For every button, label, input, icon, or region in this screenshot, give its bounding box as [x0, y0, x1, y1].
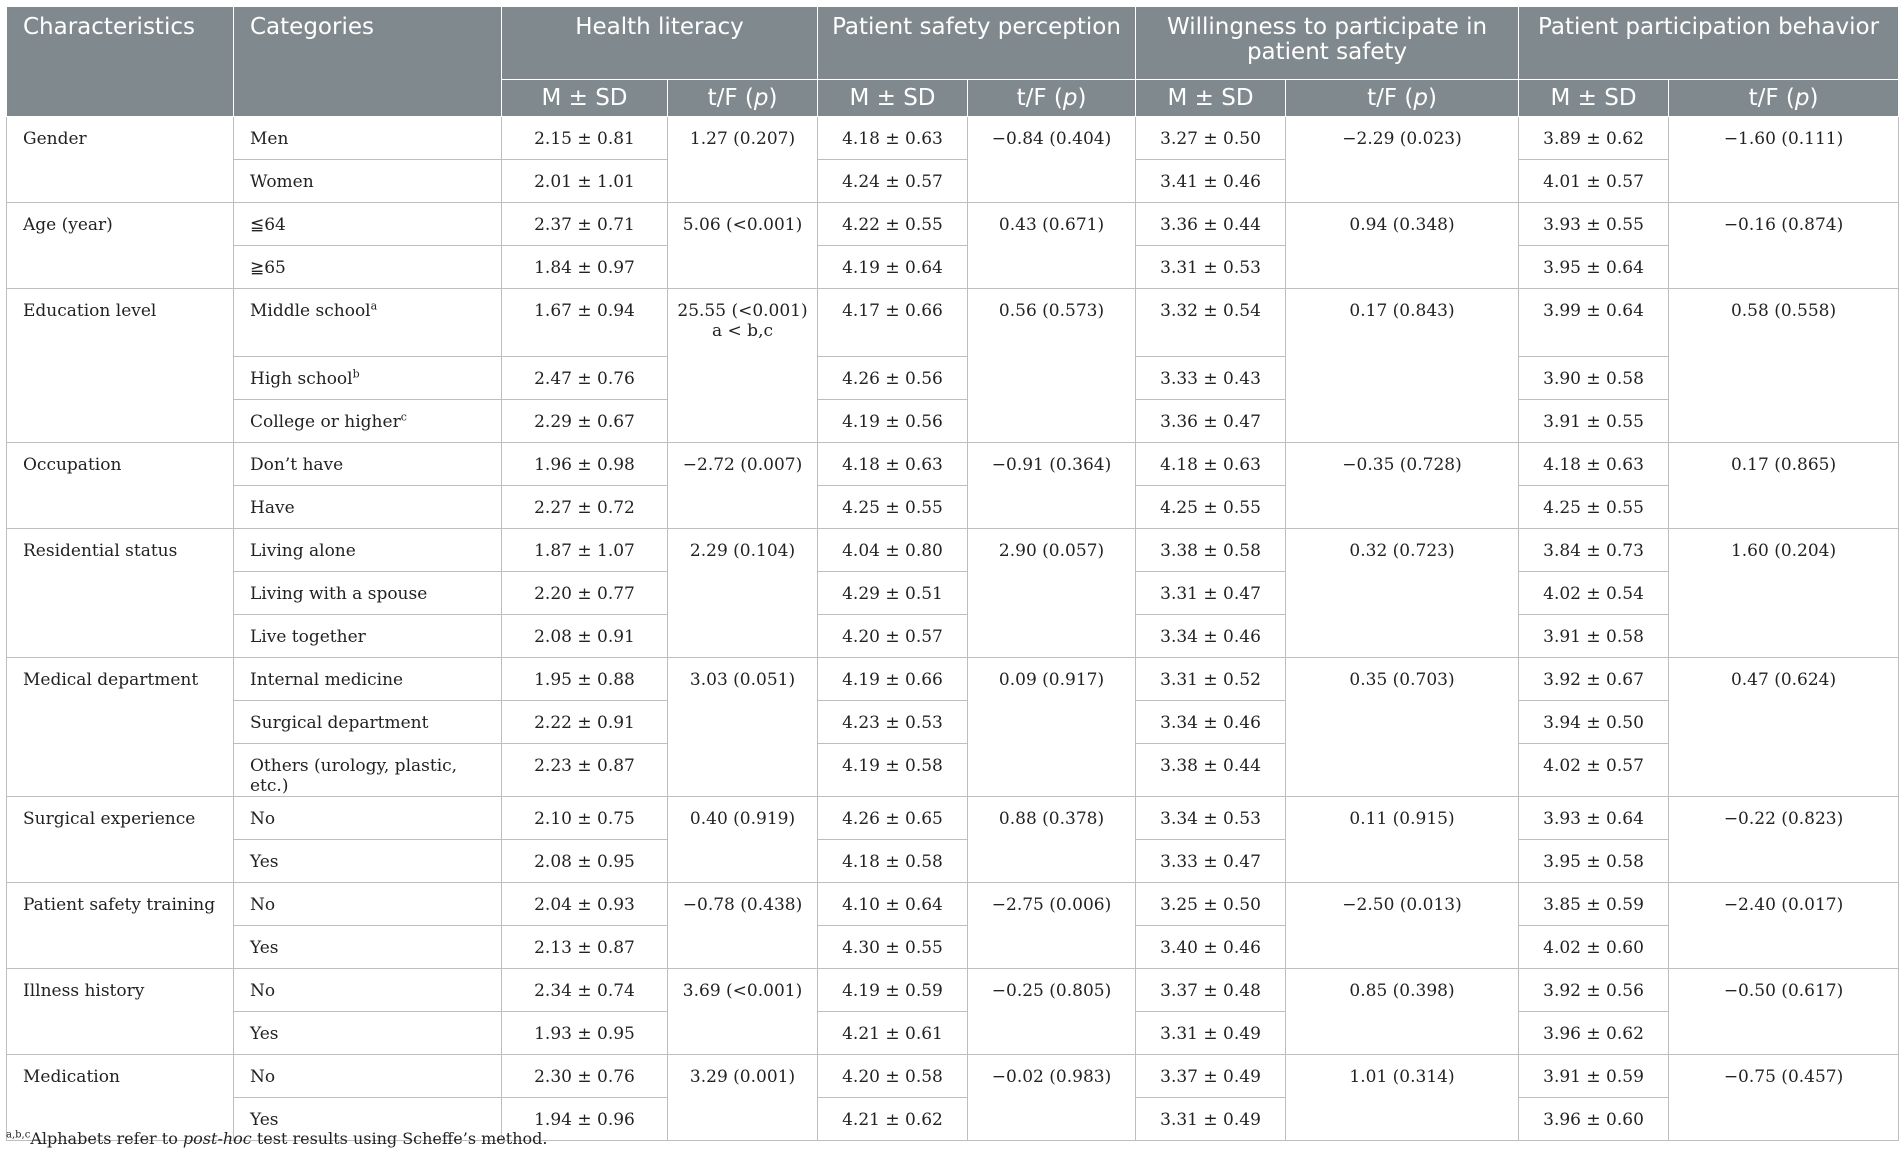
tf-prefix: t/F ( [707, 85, 754, 111]
table-footnote [6, 1129, 547, 1148]
test-statistic-cell [968, 117, 1136, 203]
test-statistic-cell [668, 797, 818, 883]
mean-sd-cell: 2.10 ± 0.75 [502, 797, 668, 840]
mean-sd-cell: 4.24 ± 0.57 [818, 160, 968, 203]
category-label [234, 572, 502, 615]
category-label [234, 969, 502, 1012]
table-row [7, 160, 1899, 203]
mean-sd-cell: 4.25 ± 0.55 [818, 486, 968, 529]
mean-sd-cell: 4.19 ± 0.58 [818, 744, 968, 797]
table-row [7, 658, 1899, 701]
header-characteristics: Characteristics [7, 7, 234, 117]
category-label [234, 357, 502, 400]
category-label [234, 615, 502, 658]
test-statistic-value: −0.78 (0.438) [682, 895, 803, 915]
test-statistic-value: 0.47 (0.624) [1730, 670, 1837, 690]
test-statistic-value: 0.43 (0.671) [998, 215, 1105, 235]
table-row [7, 840, 1899, 883]
mean-sd-cell: 4.23 ± 0.53 [818, 701, 968, 744]
tf-prefix: t/F ( [1748, 85, 1795, 111]
table-row [7, 969, 1899, 1012]
mean-sd-cell: 4.22 ± 0.55 [818, 203, 968, 246]
mean-sd-cell: 4.26 ± 0.65 [818, 797, 968, 840]
mean-sd-cell: 3.95 ± 0.64 [1519, 246, 1669, 289]
mean-sd-cell: 2.47 ± 0.76 [502, 357, 668, 400]
mean-sd-cell: 4.19 ± 0.56 [818, 400, 968, 443]
footnote-text-before: Alphabets refer to [30, 1129, 183, 1148]
test-statistic-value: −0.91 (0.364) [991, 455, 1112, 475]
category-text: Internal medicine [250, 670, 404, 690]
test-statistic-value: 0.17 (0.865) [1730, 455, 1837, 475]
mean-sd-cell: 3.32 ± 0.54 [1136, 289, 1286, 357]
category-superscript: b [352, 367, 360, 381]
category-text: Men [250, 129, 289, 149]
mean-sd-cell: 4.29 ± 0.51 [818, 572, 968, 615]
mean-sd-cell: 3.96 ± 0.60 [1519, 1098, 1669, 1141]
characteristic-label: Occupation [7, 443, 234, 529]
table-row [7, 615, 1899, 658]
test-statistic-value: 25.55 (<0.001) [677, 301, 808, 321]
category-text: No [250, 895, 276, 915]
mean-sd-cell: 4.19 ± 0.64 [818, 246, 968, 289]
footnote-text-italic: post-hoc [182, 1129, 252, 1148]
mean-sd-cell: 2.34 ± 0.74 [502, 969, 668, 1012]
test-statistic-value: −2.29 (0.023) [1342, 129, 1462, 149]
mean-sd-cell: 3.96 ± 0.62 [1519, 1012, 1669, 1055]
mean-sd-cell: 3.27 ± 0.50 [1136, 117, 1286, 160]
test-statistic-value: −2.75 (0.006) [991, 895, 1112, 915]
header-categories: Categories [234, 7, 502, 117]
test-statistic-cell [668, 658, 818, 797]
mean-sd-cell: 3.34 ± 0.53 [1136, 797, 1286, 840]
test-statistic-cell [668, 529, 818, 658]
test-statistic-cell [668, 969, 818, 1055]
subheader-tf-p [968, 80, 1136, 117]
mean-sd-cell: 3.99 ± 0.64 [1519, 289, 1669, 357]
mean-sd-cell: 3.94 ± 0.50 [1519, 701, 1669, 744]
characteristic-label: Surgical experience [7, 797, 234, 883]
characteristic-label: Medication [7, 1055, 234, 1141]
mean-sd-cell: 3.36 ± 0.47 [1136, 400, 1286, 443]
table-row [7, 926, 1899, 969]
test-statistic-cell [968, 969, 1136, 1055]
characteristic-label: Residential status [7, 529, 234, 658]
test-statistic-value: 0.40 (0.919) [689, 809, 796, 829]
mean-sd-cell: 4.18 ± 0.63 [818, 117, 968, 160]
category-label [234, 529, 502, 572]
category-label [234, 289, 502, 357]
test-statistic-cell [968, 443, 1136, 529]
category-text: Surgical department [250, 713, 429, 733]
test-statistic-value: −2.40 (0.017) [1723, 895, 1844, 915]
test-statistic-value: 0.09 (0.917) [998, 670, 1105, 690]
test-statistic-value: −0.22 (0.823) [1723, 809, 1844, 829]
tf-suffix: ) [1427, 85, 1437, 111]
test-statistic-cell [968, 203, 1136, 289]
table-row [7, 203, 1899, 246]
test-statistic-value: 5.06 (<0.001) [682, 215, 803, 235]
test-statistic-cell [1286, 969, 1519, 1055]
tf-p: p [1794, 85, 1810, 111]
test-statistic-cell [1669, 969, 1899, 1055]
mean-sd-cell: 1.93 ± 0.95 [502, 1012, 668, 1055]
table-row [7, 883, 1899, 926]
test-statistic-value: 3.03 (0.051) [689, 670, 796, 690]
mean-sd-cell: 3.31 ± 0.52 [1136, 658, 1286, 701]
mean-sd-cell: 3.91 ± 0.59 [1519, 1055, 1669, 1098]
header-patient-safety-perception: Patient safety perception [818, 7, 1136, 80]
mean-sd-cell: 3.31 ± 0.53 [1136, 246, 1286, 289]
test-statistic-cell [668, 289, 818, 443]
mean-sd-cell: 4.18 ± 0.63 [1136, 443, 1286, 486]
table-row [7, 1055, 1899, 1098]
table-row [7, 1012, 1899, 1055]
category-label [234, 701, 502, 744]
test-statistic-cell [1286, 658, 1519, 797]
mean-sd-cell: 1.84 ± 0.97 [502, 246, 668, 289]
subheader-msd: M ± SD [1519, 80, 1669, 117]
subheader-tf-p [668, 80, 818, 117]
mean-sd-cell: 2.30 ± 0.76 [502, 1055, 668, 1098]
results-table-container [6, 6, 1898, 1141]
mean-sd-cell: 2.23 ± 0.87 [502, 744, 668, 797]
mean-sd-cell: 3.33 ± 0.43 [1136, 357, 1286, 400]
category-label [234, 246, 502, 289]
header-health-literacy: Health literacy [502, 7, 818, 80]
test-statistic-value: 0.35 (0.703) [1349, 670, 1455, 690]
table-row [7, 486, 1899, 529]
mean-sd-cell: 2.20 ± 0.77 [502, 572, 668, 615]
category-text: No [250, 809, 276, 829]
mean-sd-cell: 3.41 ± 0.46 [1136, 160, 1286, 203]
category-text: Yes [250, 1110, 279, 1130]
test-statistic-value: −0.02 (0.983) [991, 1067, 1112, 1087]
category-superscript: c [400, 410, 407, 424]
tf-suffix: ) [1809, 85, 1819, 111]
test-statistic-cell [968, 797, 1136, 883]
mean-sd-cell: 2.37 ± 0.71 [502, 203, 668, 246]
test-statistic-value: 3.29 (0.001) [689, 1067, 796, 1087]
mean-sd-cell: 4.01 ± 0.57 [1519, 160, 1669, 203]
test-statistic-value: −0.25 (0.805) [991, 981, 1112, 1001]
category-label [234, 1012, 502, 1055]
subheader-msd: M ± SD [502, 80, 668, 117]
mean-sd-cell: 4.26 ± 0.56 [818, 357, 968, 400]
test-statistic-cell [1286, 203, 1519, 289]
test-statistic-value: 0.58 (0.558) [1730, 301, 1837, 321]
mean-sd-cell: 3.93 ± 0.55 [1519, 203, 1669, 246]
mean-sd-cell: 3.89 ± 0.62 [1519, 117, 1669, 160]
table-row [7, 289, 1899, 357]
test-statistic-cell [1669, 883, 1899, 969]
test-statistic-cell [1286, 529, 1519, 658]
mean-sd-cell: 3.38 ± 0.44 [1136, 744, 1286, 797]
test-statistic-cell [968, 289, 1136, 443]
results-table [6, 6, 1899, 1141]
test-statistic-value: −0.84 (0.404) [991, 129, 1112, 149]
mean-sd-cell: 4.25 ± 0.55 [1136, 486, 1286, 529]
mean-sd-cell: 2.08 ± 0.91 [502, 615, 668, 658]
mean-sd-cell: 3.31 ± 0.49 [1136, 1012, 1286, 1055]
mean-sd-cell: 2.08 ± 0.95 [502, 840, 668, 883]
category-text: No [250, 1067, 276, 1087]
category-text: Middle school [250, 301, 371, 321]
mean-sd-cell: 4.18 ± 0.63 [1519, 443, 1669, 486]
mean-sd-cell: 3.37 ± 0.48 [1136, 969, 1286, 1012]
test-statistic-cell [1669, 289, 1899, 443]
mean-sd-cell: 2.29 ± 0.67 [502, 400, 668, 443]
category-text: Yes [250, 1024, 279, 1044]
test-statistic-cell [1669, 529, 1899, 658]
subheader-msd: M ± SD [818, 80, 968, 117]
test-statistic-value: 3.69 (<0.001) [682, 981, 803, 1001]
test-statistic-cell [1286, 117, 1519, 203]
mean-sd-cell: 3.40 ± 0.46 [1136, 926, 1286, 969]
mean-sd-cell: 3.90 ± 0.58 [1519, 357, 1669, 400]
mean-sd-cell: 4.25 ± 0.55 [1519, 486, 1669, 529]
category-superscript: a [370, 299, 378, 313]
tf-suffix: ) [768, 85, 778, 111]
mean-sd-cell: 4.18 ± 0.63 [818, 443, 968, 486]
category-text: High school [250, 369, 353, 389]
table-row [7, 357, 1899, 400]
mean-sd-cell: 4.02 ± 0.57 [1519, 744, 1669, 797]
test-statistic-value: 1.27 (0.207) [689, 129, 796, 149]
category-label [234, 883, 502, 926]
test-statistic-cell [1286, 289, 1519, 443]
category-text: College or higher [250, 412, 401, 432]
mean-sd-cell: 3.31 ± 0.47 [1136, 572, 1286, 615]
table-row [7, 744, 1899, 797]
mean-sd-cell: 4.20 ± 0.57 [818, 615, 968, 658]
header-willingness: Willingness to participate in patient safety [1136, 7, 1519, 80]
test-statistic-cell [968, 658, 1136, 797]
test-statistic-value: 0.17 (0.843) [1349, 301, 1455, 321]
category-text: ≦64 [250, 215, 286, 235]
test-statistic-cell [1669, 443, 1899, 529]
category-text: Live together [250, 627, 366, 647]
mean-sd-cell: 2.13 ± 0.87 [502, 926, 668, 969]
category-label [234, 203, 502, 246]
test-statistic-value: −0.35 (0.728) [1342, 455, 1462, 475]
category-text: No [250, 981, 276, 1001]
category-label [234, 486, 502, 529]
mean-sd-cell: 3.84 ± 0.73 [1519, 529, 1669, 572]
characteristic-label: Age (year) [7, 203, 234, 289]
mean-sd-cell: 3.85 ± 0.59 [1519, 883, 1669, 926]
test-statistic-cell [1286, 797, 1519, 883]
characteristic-label: Gender [7, 117, 234, 203]
test-statistic-cell [1669, 117, 1899, 203]
test-statistic-cell [668, 117, 818, 203]
tf-suffix: ) [1077, 85, 1087, 111]
table-row [7, 529, 1899, 572]
category-text: Don’t have [250, 455, 344, 475]
mean-sd-cell: 4.18 ± 0.58 [818, 840, 968, 883]
posthoc-result: a < b,c [712, 321, 773, 341]
mean-sd-cell: 2.01 ± 1.01 [502, 160, 668, 203]
test-statistic-cell [968, 883, 1136, 969]
mean-sd-cell: 2.27 ± 0.72 [502, 486, 668, 529]
mean-sd-cell: 2.22 ± 0.91 [502, 701, 668, 744]
category-label [234, 400, 502, 443]
category-label [234, 160, 502, 203]
test-statistic-cell [1286, 1055, 1519, 1141]
test-statistic-value: 0.32 (0.723) [1349, 541, 1455, 561]
table-row [7, 117, 1899, 160]
mean-sd-cell: 4.19 ± 0.59 [818, 969, 968, 1012]
footnote-superscript: a,b,c [6, 1129, 31, 1141]
category-text: ≧65 [250, 258, 286, 278]
mean-sd-cell: 3.93 ± 0.64 [1519, 797, 1669, 840]
test-statistic-cell [968, 529, 1136, 658]
mean-sd-cell: 3.38 ± 0.58 [1136, 529, 1286, 572]
test-statistic-cell [1669, 658, 1899, 797]
test-statistic-cell [1669, 797, 1899, 883]
table-row [7, 400, 1899, 443]
mean-sd-cell: 2.15 ± 0.81 [502, 117, 668, 160]
tf-p: p [1413, 85, 1428, 111]
mean-sd-cell: 4.21 ± 0.62 [818, 1098, 968, 1141]
mean-sd-cell: 4.02 ± 0.54 [1519, 572, 1669, 615]
mean-sd-cell: 3.34 ± 0.46 [1136, 701, 1286, 744]
mean-sd-cell: 3.33 ± 0.47 [1136, 840, 1286, 883]
footnote-text-after: test results using Scheffe’s method. [251, 1129, 548, 1148]
test-statistic-value: 0.11 (0.915) [1349, 809, 1455, 829]
mean-sd-cell: 4.04 ± 0.80 [818, 529, 968, 572]
test-statistic-value: 0.94 (0.348) [1349, 215, 1455, 235]
category-label [234, 840, 502, 883]
test-statistic-value: 2.90 (0.057) [998, 541, 1105, 561]
mean-sd-cell: 1.95 ± 0.88 [502, 658, 668, 701]
category-text: Living with a spouse [250, 584, 428, 604]
test-statistic-cell [1669, 1055, 1899, 1141]
test-statistic-value: 1.60 (0.204) [1730, 541, 1837, 561]
mean-sd-cell: 3.95 ± 0.58 [1519, 840, 1669, 883]
category-text: Women [250, 172, 314, 192]
subheader-tf-p [1669, 80, 1899, 117]
test-statistic-cell [968, 1055, 1136, 1141]
table-row [7, 797, 1899, 840]
tf-p: p [1062, 85, 1078, 111]
category-label [234, 658, 502, 701]
mean-sd-cell: 3.31 ± 0.49 [1136, 1098, 1286, 1141]
mean-sd-cell: 1.87 ± 1.07 [502, 529, 668, 572]
mean-sd-cell: 3.92 ± 0.67 [1519, 658, 1669, 701]
mean-sd-cell: 4.20 ± 0.58 [818, 1055, 968, 1098]
subheader-tf-p [1286, 80, 1519, 117]
mean-sd-cell: 3.91 ± 0.55 [1519, 400, 1669, 443]
category-label [234, 1055, 502, 1098]
test-statistic-cell [668, 1055, 818, 1141]
characteristic-label: Medical department [7, 658, 234, 797]
characteristic-label: Patient safety training [7, 883, 234, 969]
mean-sd-cell: 1.94 ± 0.96 [502, 1098, 668, 1141]
test-statistic-value: −2.50 (0.013) [1342, 895, 1462, 915]
mean-sd-cell: 3.91 ± 0.58 [1519, 615, 1669, 658]
subheader-msd: M ± SD [1136, 80, 1286, 117]
characteristic-label: Education level [7, 289, 234, 443]
header-participation-behavior: Patient participation behavior [1519, 7, 1899, 80]
mean-sd-cell: 4.19 ± 0.66 [818, 658, 968, 701]
category-label [234, 744, 502, 797]
test-statistic-value: −2.72 (0.007) [682, 455, 803, 475]
mean-sd-cell: 4.02 ± 0.60 [1519, 926, 1669, 969]
test-statistic-value: −0.75 (0.457) [1723, 1067, 1844, 1087]
mean-sd-cell: 1.96 ± 0.98 [502, 443, 668, 486]
test-statistic-value: 0.88 (0.378) [998, 809, 1105, 829]
category-text: Living alone [250, 541, 356, 561]
test-statistic-value: 1.01 (0.314) [1349, 1067, 1455, 1087]
mean-sd-cell: 4.10 ± 0.64 [818, 883, 968, 926]
test-statistic-value: −0.16 (0.874) [1723, 215, 1844, 235]
mean-sd-cell: 3.36 ± 0.44 [1136, 203, 1286, 246]
mean-sd-cell: 3.34 ± 0.46 [1136, 615, 1286, 658]
category-text: Others (urology, plastic, etc.) [250, 756, 458, 796]
test-statistic-cell [1669, 203, 1899, 289]
mean-sd-cell: 3.37 ± 0.49 [1136, 1055, 1286, 1098]
tf-prefix: t/F ( [1367, 85, 1414, 111]
test-statistic-value: 2.29 (0.104) [689, 541, 796, 561]
test-statistic-value: −1.60 (0.111) [1723, 129, 1844, 149]
category-text: Have [250, 498, 295, 518]
table-row [7, 572, 1899, 615]
mean-sd-cell: 2.04 ± 0.93 [502, 883, 668, 926]
mean-sd-cell: 4.30 ± 0.55 [818, 926, 968, 969]
mean-sd-cell: 4.21 ± 0.61 [818, 1012, 968, 1055]
test-statistic-cell [668, 883, 818, 969]
test-statistic-cell [1286, 443, 1519, 529]
test-statistic-value: 0.56 (0.573) [998, 301, 1105, 321]
test-statistic-cell [668, 443, 818, 529]
table-row [7, 701, 1899, 744]
table-row [7, 246, 1899, 289]
category-label [234, 926, 502, 969]
test-statistic-cell [668, 203, 818, 289]
category-label [234, 443, 502, 486]
test-statistic-value: −0.50 (0.617) [1723, 981, 1844, 1001]
table-row [7, 443, 1899, 486]
mean-sd-cell: 1.67 ± 0.94 [502, 289, 668, 357]
category-text: Yes [250, 852, 279, 872]
category-label [234, 797, 502, 840]
tf-prefix: t/F ( [1016, 85, 1063, 111]
test-statistic-cell [1286, 883, 1519, 969]
mean-sd-cell: 3.92 ± 0.56 [1519, 969, 1669, 1012]
tf-p: p [753, 85, 769, 111]
characteristic-label: Illness history [7, 969, 234, 1055]
test-statistic-value: 0.85 (0.398) [1349, 981, 1455, 1001]
category-label [234, 117, 502, 160]
mean-sd-cell: 4.17 ± 0.66 [818, 289, 968, 357]
category-text: Yes [250, 938, 279, 958]
mean-sd-cell: 3.25 ± 0.50 [1136, 883, 1286, 926]
